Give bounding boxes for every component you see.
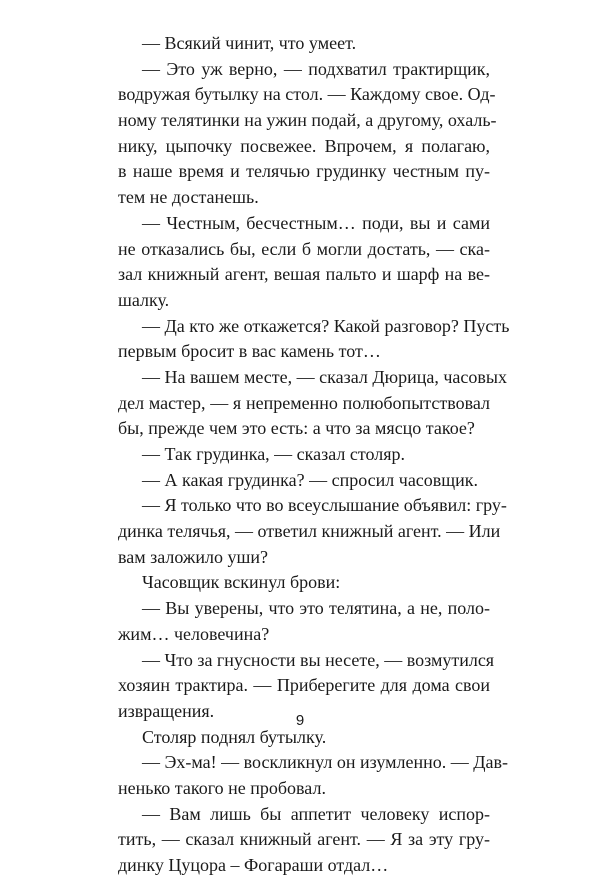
- text-line: — Я только что во всеуслышание объявил: гру-: [142, 495, 507, 516]
- text-line: — Всякий чинит, что умеет.: [142, 33, 357, 53]
- text-line: тить, — сказал книжный агент. — Я за эту гру-: [118, 829, 490, 850]
- text-line: бы, прежде чем это есть: а что за мясцо такое?: [118, 418, 475, 439]
- text-line: хозяин трактира. — Приберегите для дома свои: [118, 675, 490, 696]
- text-line: — Так грудинка, — сказал столяр.: [142, 444, 406, 464]
- text-line: — На вашем месте, — сказал Дюрица, часовых: [142, 366, 507, 387]
- text-line: извращения.: [118, 700, 215, 721]
- text-line: — А какая грудинка? — спросил часовщик.: [142, 469, 479, 490]
- text-line: ненько такого не пробовал.: [118, 777, 326, 798]
- text-line: динка телячья, — ответил книжный агент. — Или: [118, 521, 501, 542]
- text-line: зал книжный агент, вешая пальто и шарф на ве-: [118, 264, 490, 285]
- text-line: — Да кто же откажется? Какой разговор? Пусть: [142, 315, 510, 336]
- text-line: — Вам лишь бы аппетит человеку испор-: [142, 803, 490, 824]
- text-line: — Это уж верно, — подхватил трактирщик,: [142, 58, 490, 79]
- text-line: жим… человечина?: [118, 623, 270, 644]
- text-line: — Вы уверены, что это телятина, а не, поло-: [142, 598, 490, 619]
- text-line: тем не достанешь.: [118, 187, 259, 208]
- text-line: водружая бутылку на стол. — Каждому свое. Од-: [118, 84, 496, 105]
- text-line: шалку.: [118, 289, 170, 310]
- text-line: нику, цыпочку посвежее. Впрочем, я полагаю,: [118, 135, 490, 156]
- text-line: — Честным, бесчестным… поди, вы и сами: [142, 212, 490, 233]
- text-line: дел мастер, — я непременно полюбопытствовал: [118, 392, 490, 413]
- text-line: — Эх-ма! — воскликнул он изумленно. — Дав-: [142, 752, 509, 773]
- text-line: не отказались бы, если б могли достать, — ска-: [118, 238, 490, 259]
- page-number: 9: [295, 712, 305, 729]
- page-body: [118, 31, 510, 879]
- text-line: первым бросит в вас камень тот…: [118, 341, 381, 362]
- text-line: вам заложило уши?: [118, 546, 268, 567]
- text-line: в наше время и телячью грудинку честным пу-: [118, 161, 490, 182]
- text-line: динку Цуцора – Фогараши отдал…: [118, 855, 389, 875]
- text-line: — Что за гнусности вы несете, — возмутился: [142, 649, 495, 670]
- text-line: Столяр поднял бутылку.: [142, 726, 327, 747]
- text-line: ному телятинки на ужин подай, а другому, охаль-: [118, 110, 497, 131]
- text-line: Часовщик вскинул брови:: [142, 572, 341, 593]
